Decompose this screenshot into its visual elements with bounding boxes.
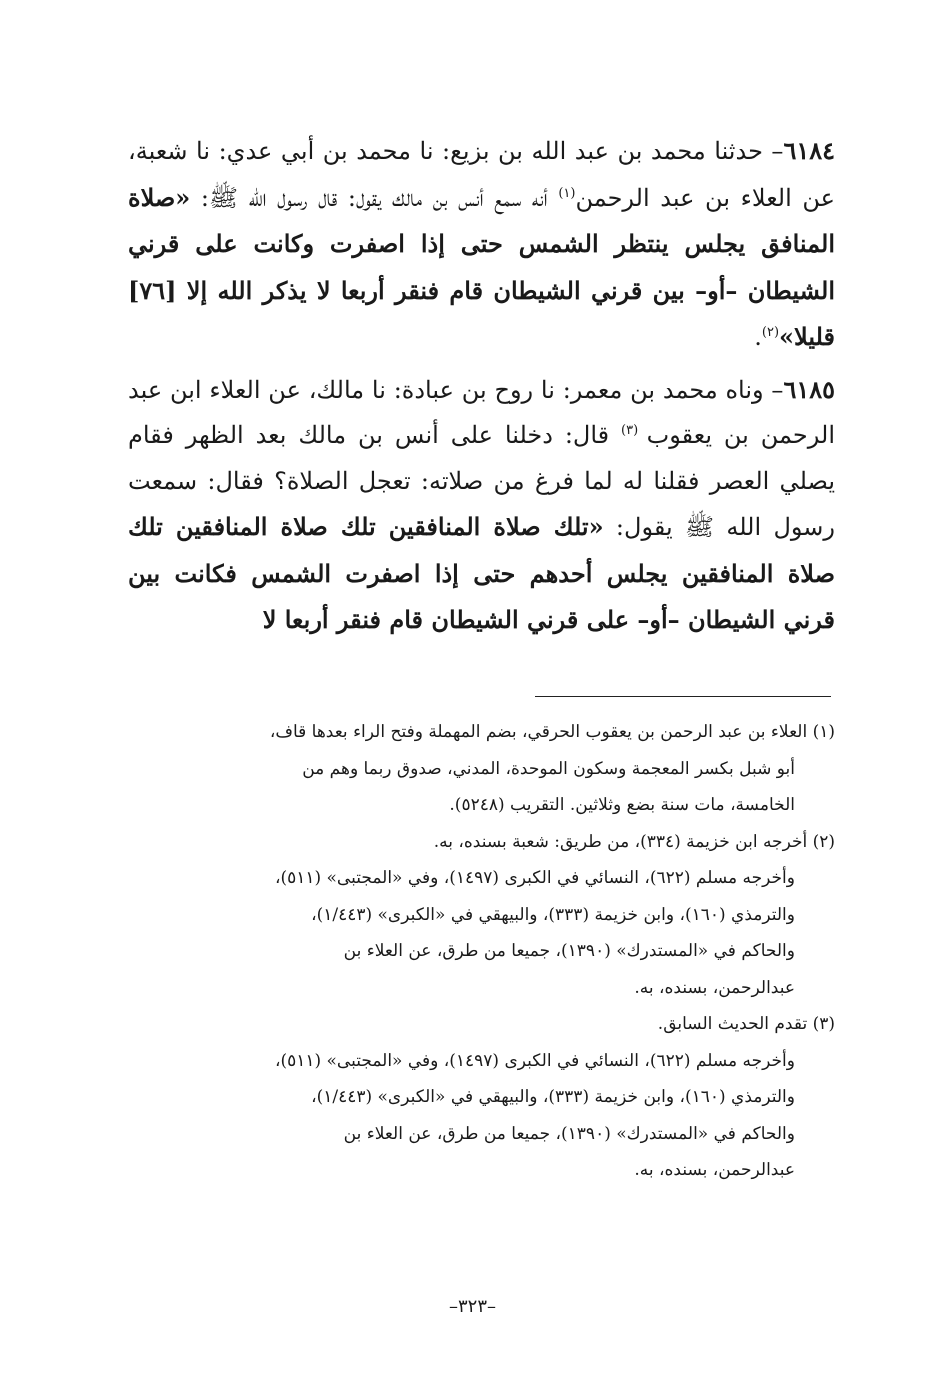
footnote-ref: (٣)	[621, 423, 647, 438]
footnote-2-line: عبدالرحمن، بسنده، به.	[634, 977, 795, 998]
hadith-6185	[128, 367, 835, 644]
isnad-text: أنه سمع أنس بن مالك يقول: قال رسول الله ﷺ:	[190, 183, 559, 212]
footnote-ref: (١)	[558, 185, 576, 201]
isnad-text: نا شعبة، عن العلاء بن عبد الرحمن	[128, 137, 835, 212]
hadith-6184	[128, 128, 835, 361]
footnote-2-line: والحاكم في «المستدرك» (١٣٩٠)، جميعا من طرق، عن العلاء بن	[343, 941, 795, 961]
footnote-divider	[535, 696, 831, 697]
isnad-text: – وناه محمد بن معمر: نا روح بن عبادة: نا مالك، عن العلاء ابن عبد الرحمن بن يعقوب	[128, 375, 835, 449]
footnote-3-line: والترمذي (١٦٠)، وابن خزيمة (٣٣٣)، والبيهقي في «الكبرى» (١/٤٤٣)،	[311, 1087, 795, 1107]
isnad-text: قال: دخلنا على أنس بن مالك بعد الظهر فقام يصلي العصر فقلنا له لما فرغ من صلاته: تعجل الصلاة؟ فقال: سمعت رسول الله ﷺ يقول:	[128, 421, 836, 541]
period: .	[754, 323, 762, 351]
isnad-text: – حدثنا محمد بن عبد الله بن بزيع: نا محمد بن أبي عدي:	[218, 137, 784, 165]
footnote-2-line: والترمذي (١٦٠)، وابن خزيمة (٣٣٣)، والبيهقي في «الكبرى» (١/٤٤٣)،	[311, 904, 795, 925]
footnote-1-line: الخامسة، مات سنة بضع وثلاثين. التقريب (٥٢٤٨).	[449, 795, 795, 815]
matn-text: «تلك صلاة المنافقين تلك صلاة المنافقين تلك صلاة المنافقين يجلس أحدهم حتى إذا اصفرت الشمس فكانت بين قرني الشيطان –أو– على قرني الشيطان قام فنقر أربعا لا	[128, 512, 835, 634]
matn-text: «صلاة المنافق يجلس ينتظر الشمس حتى إذا اصفرت وكانت على قرني الشيطان –أو– بين قرني الشيطان قام فنقر أربعا لا يذكر الله إلا [٧٦] قليلا»	[128, 182, 835, 351]
hadith-number: ٦١٨٤	[783, 136, 835, 165]
page-number: –٣٢٣–	[448, 1296, 496, 1317]
main-text	[128, 128, 835, 644]
footnote-3-line: عبدالرحمن، بسنده، به.	[634, 1160, 795, 1180]
footnote-1-line: (١) العلاء بن عبد الرحمن بن يعقوب الحرقي، بضم المهملة وفتح الراء بعدها قاف،	[269, 722, 835, 742]
footnote-2-line: وأخرجه مسلم (٦٢٢)، النسائي في الكبرى (١٤٩٧)، وفي «المجتبى» (٥١١)،	[274, 868, 795, 888]
footnote-ref: (٢)	[761, 325, 780, 340]
footnotes	[128, 714, 835, 1189]
footnote-3-line: والحاكم في «المستدرك» (١٣٩٠)، جميعا من طرق، عن العلاء بن	[343, 1123, 795, 1144]
footnote-3-line: وأخرجه مسلم (٦٢٢)، النسائي في الكبرى (١٤٩٧)، وفي «المجتبى» (٥١١)،	[274, 1050, 795, 1071]
footnote-3-line: (٣) تقدم الحديث السابق.	[657, 1014, 835, 1034]
footnote-1-line: أبو شبل بكسر المعجمة وسكون الموحدة، المدني، صدوق ربما وهم من	[302, 758, 795, 779]
hadith-number: ٦١٨٥	[783, 374, 835, 404]
footnote-2-line: (٢) أخرجه ابن خزيمة (٣٣٤)، من طريق: شعبة بسنده، به.	[433, 831, 835, 852]
